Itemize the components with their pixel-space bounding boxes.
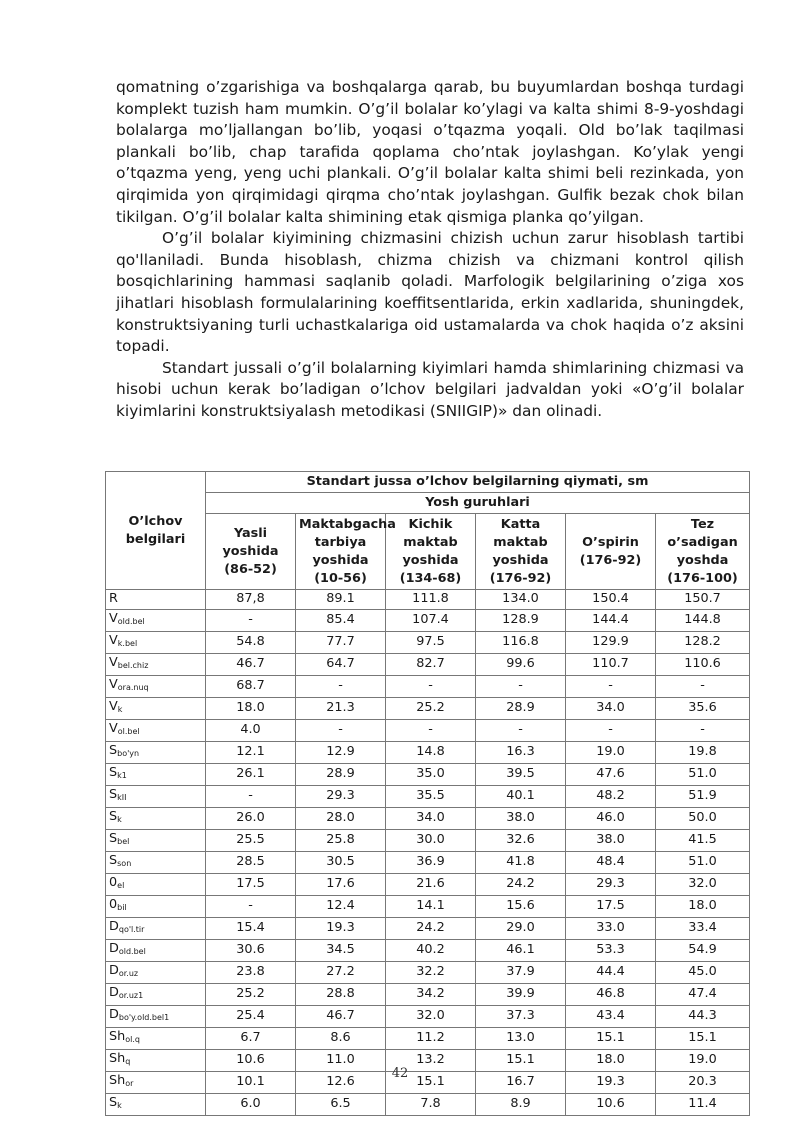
measure-symbol: [106, 917, 206, 939]
table-cell: 44.4: [566, 961, 656, 983]
table-cell: 26.1: [206, 763, 296, 785]
measure-symbol-subscript: q: [125, 1056, 131, 1066]
table-cell: 18.0: [566, 1049, 656, 1071]
column-header: O’spirin (176-92): [566, 514, 656, 590]
table-cell: 29.0: [476, 917, 566, 939]
table-cell: 47.6: [566, 763, 656, 785]
table-cell: 46.0: [566, 807, 656, 829]
measure-symbol-base: S: [109, 786, 118, 802]
table-row: [106, 873, 750, 895]
measure-symbol: [106, 939, 206, 961]
table-cell: -: [206, 895, 296, 917]
table-cell: 19.8: [656, 741, 750, 763]
measure-symbol-subscript: k.bel: [117, 638, 138, 648]
table-cell: 6.0: [206, 1093, 296, 1115]
table-row: [106, 961, 750, 983]
table-cell: 40.1: [476, 785, 566, 807]
table-cell: 39.5: [476, 763, 566, 785]
measure-symbol: [106, 829, 206, 851]
table-cell: -: [386, 675, 476, 697]
table-cell: 28.0: [296, 807, 386, 829]
table-cell: 30.0: [386, 829, 476, 851]
main-header: Standart jussa o’lchov belgilarning qiymati, sm: [206, 472, 750, 493]
table-cell: 144.4: [566, 609, 656, 631]
table-cell: 144.8: [656, 609, 750, 631]
measure-symbol: [106, 719, 206, 741]
table-cell: 13.0: [476, 1027, 566, 1049]
measure-symbol-base: V: [109, 676, 118, 692]
table-row: [106, 1027, 750, 1049]
measure-symbol-subscript: bo'yn: [117, 748, 140, 758]
measure-symbol-base: 0: [109, 896, 118, 912]
table-cell: 51.9: [656, 785, 750, 807]
table-cell: 99.6: [476, 653, 566, 675]
table-cell: 25.2: [206, 983, 296, 1005]
measure-symbol-base: Sh: [109, 1072, 126, 1088]
table-cell: 29.3: [296, 785, 386, 807]
table-cell: 46.7: [206, 653, 296, 675]
measure-symbol-subscript: ora.nuq: [117, 682, 149, 692]
table-cell: 24.2: [386, 917, 476, 939]
table-row: [106, 895, 750, 917]
table-cell: -: [476, 719, 566, 741]
table-cell: -: [656, 675, 750, 697]
table-cell: 129.9: [566, 631, 656, 653]
table-cell: 107.4: [386, 609, 476, 631]
measure-symbol-subscript: bel: [117, 836, 130, 846]
table-row: [106, 763, 750, 785]
table-row: [106, 719, 750, 741]
table-cell: 116.8: [476, 631, 566, 653]
measure-symbol-subscript: ol.bel: [117, 726, 140, 736]
measure-symbol-subscript: son: [117, 858, 132, 868]
paragraph: O’g’il bolalar kiyimining chizmasini chizish uchun zarur hisoblash tartibi qo'llaniladi. Bunda hisoblash, chizma chizish va chizmani kontrol qilish bosqichlarining hammasi saqlanib qoladi. Marfologik belgilarining o’ziga xos jihatlari hisoblash formulalarining koeffitsentlarida, erkin xadlarida, shuningdek, konstruktsiyaning turli uchastkalariga oid ustamalarda va chok haqida o’z aksini topadi.: [116, 229, 744, 356]
measure-symbol-base: D: [109, 1006, 119, 1022]
column-header: Yasli yoshida (86-52): [206, 514, 296, 590]
measure-symbol: [106, 873, 206, 895]
table-cell: 16.3: [476, 741, 566, 763]
table-cell: 10.6: [206, 1049, 296, 1071]
table-cell: 54.9: [656, 939, 750, 961]
table-cell: 32.6: [476, 829, 566, 851]
table-cell: 33.0: [566, 917, 656, 939]
table-cell: 21.6: [386, 873, 476, 895]
table-cell: 34.0: [566, 697, 656, 719]
table-cell: 89.1: [296, 590, 386, 610]
table-cell: 24.2: [476, 873, 566, 895]
table-cell: 15.1: [656, 1027, 750, 1049]
table-cell: 7.8: [386, 1093, 476, 1115]
table-row: [106, 609, 750, 631]
table-cell: 34.0: [386, 807, 476, 829]
table-cell: 26.0: [206, 807, 296, 829]
measure-symbol: [106, 675, 206, 697]
table-cell: 29.3: [566, 873, 656, 895]
table-row: [106, 697, 750, 719]
measure-symbol: [106, 741, 206, 763]
table-cell: 21.3: [296, 697, 386, 719]
measure-symbol-subscript: old.bel: [117, 616, 145, 626]
measure-symbol-subscript: k1: [117, 770, 127, 780]
table-cell: 51.0: [656, 763, 750, 785]
table-cell: 110.6: [656, 653, 750, 675]
measure-symbol-base: V: [109, 610, 118, 626]
table-cell: 11.0: [296, 1049, 386, 1071]
table-cell: 35.5: [386, 785, 476, 807]
table-cell: 30.5: [296, 851, 386, 873]
table-cell: -: [296, 675, 386, 697]
table-cell: -: [206, 609, 296, 631]
table-cell: 53.3: [566, 939, 656, 961]
table-cell: 77.7: [296, 631, 386, 653]
table-cell: 38.0: [566, 829, 656, 851]
table-cell: 4.0: [206, 719, 296, 741]
table-cell: 82.7: [386, 653, 476, 675]
measure-symbol: [106, 895, 206, 917]
table-cell: 97.5: [386, 631, 476, 653]
table-cell: 17.6: [296, 873, 386, 895]
table-cell: 36.9: [386, 851, 476, 873]
corner-header: O’lchov belgilari: [106, 472, 206, 590]
measure-symbol-subscript: k: [117, 704, 123, 714]
body-text: [116, 77, 744, 423]
column-header: Tez o’sadigan yoshda (176-100): [656, 514, 750, 590]
table-cell: 12.4: [296, 895, 386, 917]
measurement-table: [105, 471, 750, 1116]
table-cell: 11.4: [656, 1093, 750, 1115]
table-cell: 12.9: [296, 741, 386, 763]
table-cell: 150.7: [656, 590, 750, 610]
measure-symbol-subscript: bel.chiz: [117, 660, 149, 670]
table-cell: 34.2: [386, 983, 476, 1005]
table-cell: 46.1: [476, 939, 566, 961]
paragraph: qomatning o’zgarishiga va boshqalarga qarab, bu buyumlardan boshqa turdagi komplekt tuzish ham mumkin. O’g’il bolalar ko’ylagi va kalta shimi 8-9-yoshdagi bolalarga mo’ljallangan bo’lib, yoqasi o’tqazma yoqali. Old bo’lak taqilmasi plankali bo’lib, chap tarafida qoplama cho’ntak joylashgan. Ko’ylak yengi o’tqazma yeng, yeng uchi plankali. O’g’il bolalar kalta shimi beli rezinkada, yon qirqimida yon qirqimidagi qirqma cho’ntak joylashgan. Gulfik bezak chok bilan tikilgan. O’g’il bolalar kalta shimining etak qismiga planka qo’yilgan.: [116, 78, 744, 226]
measure-symbol-subscript: qo'l.tir: [118, 924, 145, 934]
measure-symbol-subscript: or.uz: [118, 968, 139, 978]
table-cell: 16.7: [476, 1071, 566, 1093]
table-cell: 8.6: [296, 1027, 386, 1049]
measure-symbol: [106, 631, 206, 653]
measure-symbol: [106, 1093, 206, 1115]
table-cell: 23.8: [206, 961, 296, 983]
table-cell: -: [566, 675, 656, 697]
table-cell: 12.1: [206, 741, 296, 763]
measure-symbol-subscript: bil: [117, 902, 127, 912]
table-cell: 27.2: [296, 961, 386, 983]
measure-symbol: [106, 785, 206, 807]
table-cell: 68.7: [206, 675, 296, 697]
measure-symbol: [106, 653, 206, 675]
table-cell: 48.2: [566, 785, 656, 807]
table-cell: 17.5: [566, 895, 656, 917]
table-cell: 128.9: [476, 609, 566, 631]
table-cell: 35.0: [386, 763, 476, 785]
table-row: [106, 939, 750, 961]
measure-symbol-subscript: kII: [117, 792, 127, 802]
table-cell: 87,8: [206, 590, 296, 610]
measure-symbol-base: D: [109, 984, 119, 1000]
table-cell: 13.2: [386, 1049, 476, 1071]
table-row: [106, 851, 750, 873]
table-cell: 37.3: [476, 1005, 566, 1027]
table-cell: 17.5: [206, 873, 296, 895]
table-cell: 85.4: [296, 609, 386, 631]
measure-symbol-subscript: old.bel: [118, 946, 146, 956]
measure-symbol-base: D: [109, 940, 119, 956]
table-cell: 32.0: [386, 1005, 476, 1027]
measure-symbol-base: D: [109, 962, 119, 978]
table-cell: -: [476, 675, 566, 697]
measure-symbol-base: V: [109, 698, 118, 714]
measure-symbol-subscript: or.uz1: [118, 990, 144, 1000]
page-number: 42: [391, 1066, 409, 1081]
table-row: [106, 983, 750, 1005]
measure-symbol-base: V: [109, 654, 118, 670]
measure-symbol-base: R: [109, 591, 118, 607]
table-cell: 37.9: [476, 961, 566, 983]
table-cell: 47.4: [656, 983, 750, 1005]
measure-symbol-subscript: el: [117, 880, 125, 890]
table-cell: 150.4: [566, 590, 656, 610]
table-row: [106, 675, 750, 697]
table-cell: 20.3: [656, 1071, 750, 1093]
table-cell: -: [386, 719, 476, 741]
table-cell: 25.8: [296, 829, 386, 851]
table-cell: 46.7: [296, 1005, 386, 1027]
table-row: [106, 785, 750, 807]
table-cell: 14.8: [386, 741, 476, 763]
measure-symbol-base: S: [109, 1094, 118, 1110]
measure-symbol-subscript: or: [125, 1078, 134, 1088]
table-cell: 15.1: [386, 1071, 476, 1093]
table-cell: 28.5: [206, 851, 296, 873]
measure-symbol-base: S: [109, 764, 118, 780]
table-cell: 34.5: [296, 939, 386, 961]
table-cell: 18.0: [206, 697, 296, 719]
measure-symbol-base: Sh: [109, 1028, 126, 1044]
table-cell: -: [206, 785, 296, 807]
table-cell: 18.0: [656, 895, 750, 917]
measure-symbol-subscript: k: [117, 1100, 122, 1110]
table-cell: 50.0: [656, 807, 750, 829]
measure-symbol-base: Sh: [109, 1050, 126, 1066]
table-cell: 12.6: [296, 1071, 386, 1093]
table-cell: 41.5: [656, 829, 750, 851]
table-cell: 128.2: [656, 631, 750, 653]
table-cell: 19.0: [656, 1049, 750, 1071]
table-cell: 6.7: [206, 1027, 296, 1049]
table-cell: 25.5: [206, 829, 296, 851]
measure-symbol-base: S: [109, 852, 118, 868]
measure-symbol: [106, 807, 206, 829]
table-row: [106, 1093, 750, 1115]
table-cell: 25.4: [206, 1005, 296, 1027]
table-cell: 19.3: [566, 1071, 656, 1093]
measure-symbol: [106, 590, 206, 610]
table-body: [106, 590, 750, 1116]
table-row: [106, 741, 750, 763]
table-row: [106, 590, 750, 610]
table-cell: -: [656, 719, 750, 741]
measure-symbol-base: S: [109, 742, 118, 758]
table-cell: 45.0: [656, 961, 750, 983]
measure-symbol-base: S: [109, 808, 118, 824]
table-cell: 41.8: [476, 851, 566, 873]
table-row: [106, 829, 750, 851]
table-cell: 15.6: [476, 895, 566, 917]
table-cell: 15.1: [566, 1027, 656, 1049]
measure-symbol: [106, 961, 206, 983]
table-cell: 46.8: [566, 983, 656, 1005]
table-cell: 134.0: [476, 590, 566, 610]
table-cell: 110.7: [566, 653, 656, 675]
paragraph: Standart jussali o’g’il bolalarning kiyimlari hamda shimlarining chizmasi va hisobi uchun kerak bo’ladigan o’lchov belgilari jadvaldan yoki «O’g’il bolalar kiyimlarini konstruktsiyalash metodikasi (SNIIGIP)» dan olinadi.: [116, 358, 744, 420]
table-cell: 19.3: [296, 917, 386, 939]
table-row: [106, 917, 750, 939]
measure-symbol: [106, 983, 206, 1005]
table-cell: 25.2: [386, 697, 476, 719]
measure-symbol: [106, 609, 206, 631]
measure-symbol-subscript: bo'y.old.bel1: [118, 1012, 170, 1022]
measure-symbol-base: 0: [109, 874, 118, 890]
table-cell: 43.4: [566, 1005, 656, 1027]
table-cell: -: [296, 719, 386, 741]
table-cell: 39.9: [476, 983, 566, 1005]
table-cell: 32.2: [386, 961, 476, 983]
table-row: [106, 807, 750, 829]
measure-symbol: [106, 1005, 206, 1027]
table-cell: 15.4: [206, 917, 296, 939]
measure-symbol-base: D: [109, 918, 119, 934]
column-header: Katta maktab yoshida (176-92): [476, 514, 566, 590]
table-cell: 51.0: [656, 851, 750, 873]
group-header: Yosh guruhlari: [206, 493, 750, 514]
table-cell: -: [566, 719, 656, 741]
table-cell: 32.0: [656, 873, 750, 895]
table-cell: 33.4: [656, 917, 750, 939]
table-cell: 35.6: [656, 697, 750, 719]
measure-symbol-subscript: k: [117, 814, 122, 824]
table-cell: 14.1: [386, 895, 476, 917]
table-cell: 6.5: [296, 1093, 386, 1115]
table-cell: 19.0: [566, 741, 656, 763]
measure-symbol: [106, 697, 206, 719]
table-cell: 38.0: [476, 807, 566, 829]
measure-symbol-subscript: ol.q: [125, 1034, 140, 1044]
table-cell: 64.7: [296, 653, 386, 675]
measure-symbol: [106, 1027, 206, 1049]
table-cell: 28.8: [296, 983, 386, 1005]
column-header: Kichik maktab yoshida (134-68): [386, 514, 476, 590]
measure-symbol: [106, 763, 206, 785]
table-cell: 10.6: [566, 1093, 656, 1115]
table-cell: 8.9: [476, 1093, 566, 1115]
table-cell: 15.1: [476, 1049, 566, 1071]
table-cell: 111.8: [386, 590, 476, 610]
table-cell: 28.9: [476, 697, 566, 719]
table-row: [106, 631, 750, 653]
table-row: [106, 653, 750, 675]
measure-symbol: [106, 851, 206, 873]
table-cell: 48.4: [566, 851, 656, 873]
measure-symbol-base: V: [109, 632, 118, 648]
table-cell: 11.2: [386, 1027, 476, 1049]
table-cell: 10.1: [206, 1071, 296, 1093]
table-cell: 54.8: [206, 631, 296, 653]
column-header: Maktabgacha tarbiya yoshida (10-56): [296, 514, 386, 590]
table-cell: 44.3: [656, 1005, 750, 1027]
table-cell: 30.6: [206, 939, 296, 961]
table-cell: 40.2: [386, 939, 476, 961]
table-cell: 28.9: [296, 763, 386, 785]
measure-symbol-base: V: [109, 720, 118, 736]
measure-symbol-base: S: [109, 830, 118, 846]
table-row: [106, 1005, 750, 1027]
